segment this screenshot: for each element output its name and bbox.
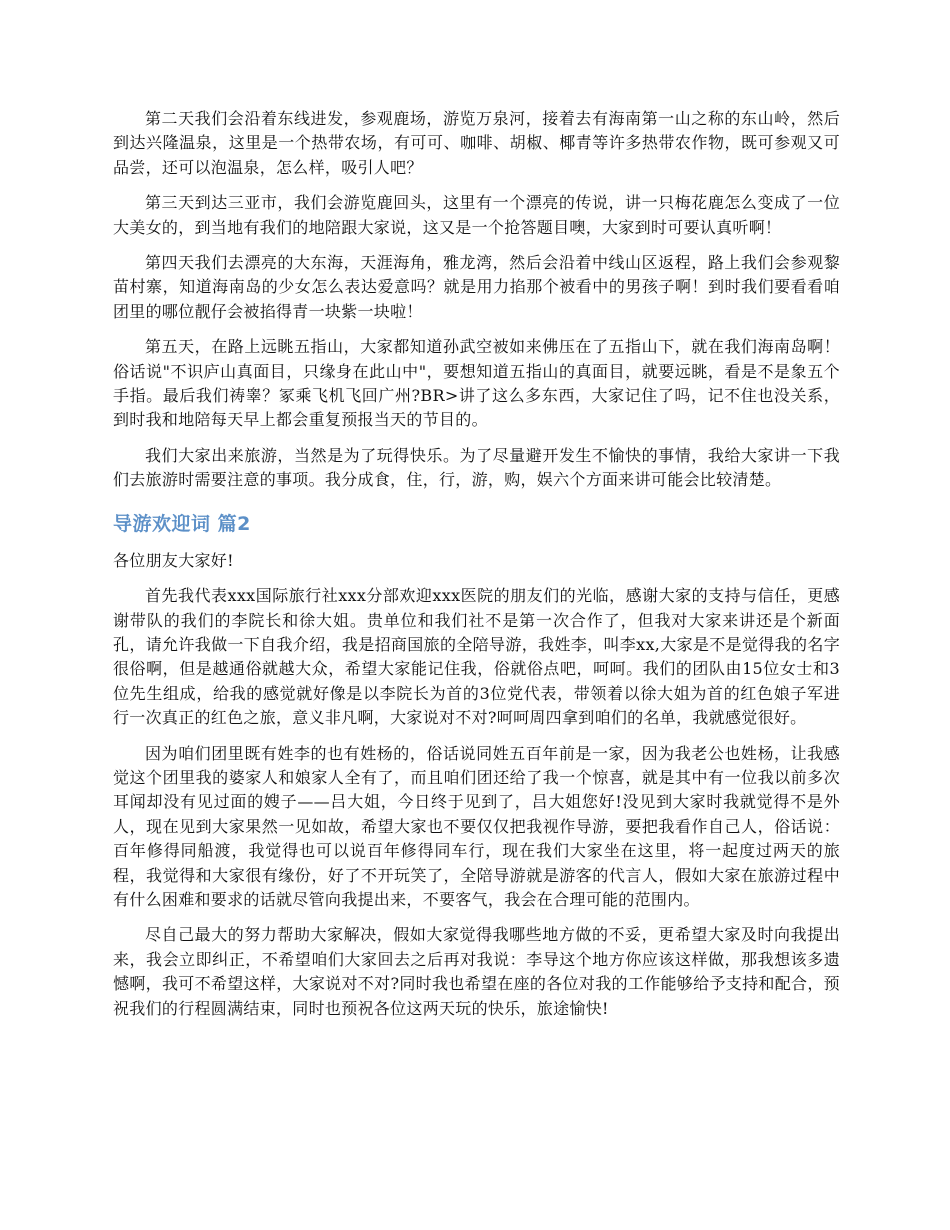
paragraph-day-five: 第五天，在路上远眺五指山，大家都知道孙武空被如来佛压在了五指山下，就在我们海南岛啊！俗话说"不识庐山真面目，只缘身在此山中"，要想知道五指山的真面目，就要远眺，看是不是象五个手指。最后我们祷睾？冢乘飞机飞回广州?BR>讲了这么多东西，大家记住了吗，记不住也没关系，到时我和地陪每天早上都会重复预报当天的节目的。 [113, 337, 840, 430]
paragraph-closing: 尽自己最大的努力帮助大家解决，假如大家觉得我哪些地方做的不妥，更希望大家及时向我提出来，我会立即纠正，不希望咱们大家回去之后再对我说：李导这个地方你应该这样做，那我想该多遗憾啊，我可不希望这样，大家说对不对?同时我也希望在座的各位对我的工作能够给予支持和配合，预祝我们的行程圆满结束，同时也预祝各位这两天玩的快乐，旅途愉快! [113, 925, 840, 1018]
paragraph-day-four: 第四天我们去漂亮的大东海，天涯海角，雅龙湾，然后会沿着中线山区返程，路上我们会参观黎苗村寨，知道海南岛的少女怎么表达爱意吗？就是用力掐那个被看中的男孩子啊！到时我们要看看咱团里的哪位靓仔会被掐得青一块紫一块啦！ [113, 253, 840, 321]
greeting: 各位朋友大家好! [113, 550, 234, 570]
paragraph-introduction: 首先我代表xxx国际旅行社xxx分部欢迎xxx医院的朋友们的光临，感谢大家的支持与信任，更感谢带队的我们的李院长和徐大姐。贵单位和我们社不是第一次合作了，但我对大家来讲还是个新面孔，请允许我做一下自我介绍，我是招商国旅的全陪导游，我姓李，叫李xx,大家是不是觉得我的名字很俗啊，但是越通俗就越大众，希望大家能记住我，俗就俗点吧，呵呵。我们的团队由15位女士和3位先生组成，给我的感觉就好像是以李院长为首的3位党代表，带领着以徐大姐为首的红色娘子军进行一次真正的红色之旅，意义非凡啊，大家说对不对?呵呵周四拿到咱们的名单，我就感觉很好。 [113, 586, 840, 728]
paragraph-travel-notes: 我们大家出来旅游，当然是为了玩得快乐。为了尽量避开发生不愉快的事情，我给大家讲一下我们去旅游时需要注意的事项。我分成食，住，行，游，购，娱六个方面来讲可能会比较清楚。 [113, 445, 840, 490]
document-body [113, 107, 840, 1032]
paragraph-day-three: 第三天到达三亚市，我们会游览鹿回头，这里有一个漂亮的传说，讲一只梅花鹿怎么变成了一位大美女的，到当地有我们的地陪跟大家说，这又是一个抢答题目噢，大家到时可要认真听啊！ [113, 193, 840, 237]
section-heading: 导游欢迎词 篇2 [113, 512, 251, 535]
paragraph-team: 因为咱们团里既有姓李的也有姓杨的，俗话说同姓五百年前是一家，因为我老公也姓杨，让我感觉这个团里我的婆家人和娘家人全有了，而且咱们团还给了我一个惊喜，就是其中有一位我以前多次耳闻却没有见过面的嫂子——吕大姐，今日终于见到了，吕大姐您好!没见到大家时我就觉得不是外人，现在见到大家果然一见如故，希望大家也不要仅仅把我视作导游，要把我看作自己人，俗话说：百年修得同船渡，我觉得也可以说百年修得同车行，现在我们大家坐在这里，将一起度过两天的旅程，我觉得和大家很有缘份，好了不开玩笑了，全陪导游就是游客的代言人，假如大家在旅游过程中有什么困难和要求的话就尽管向我提出来，不要客气，我会在合理可能的范围内。 [113, 743, 840, 909]
paragraph-day-two: 第二天我们会沿着东线进发，参观鹿场，游览万泉河，接着去有海南第一山之称的东山岭，然后到达兴隆温泉，这里是一个热带农场，有可可、咖啡、胡椒、椰青等许多热带农作物，既可参观又可品尝，还可以泡温泉，怎么样，吸引人吧？ [113, 109, 840, 177]
